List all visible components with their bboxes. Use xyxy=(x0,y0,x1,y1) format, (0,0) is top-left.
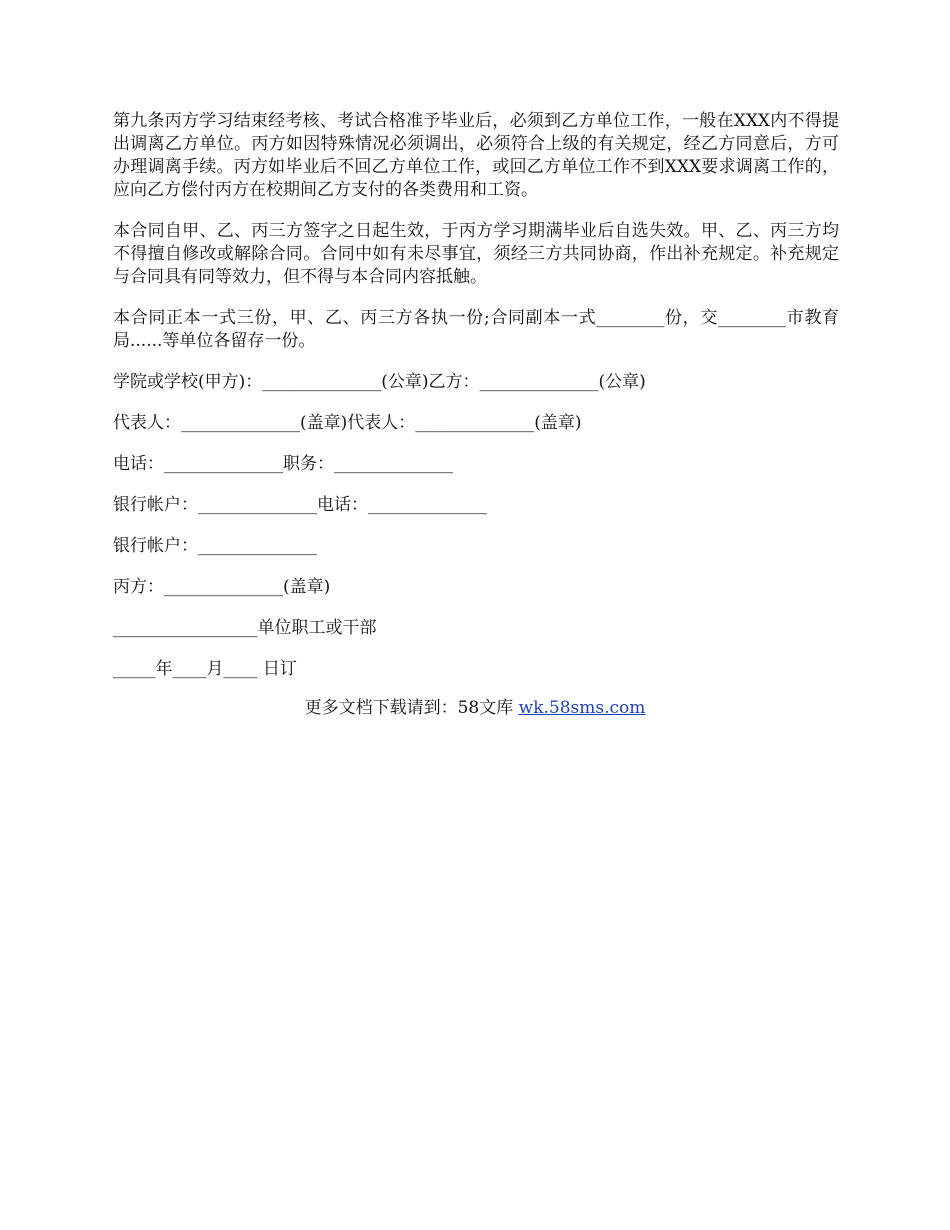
signature-line-date: _____年____月____ 日订 xyxy=(113,659,297,679)
signature-line-representative: 代表人：______________(盖章)代表人：______________(盖章) xyxy=(113,413,582,433)
footer-prefix: 更多文档下载请到：58文库 xyxy=(304,698,519,718)
signature-line-bank-phone: 银行帐户：______________电话：______________ xyxy=(113,495,487,515)
footer-link[interactable]: wk.58sms.com xyxy=(518,698,646,718)
footer xyxy=(0,697,950,720)
signature-line-bank: 银行帐户：______________ xyxy=(113,536,317,556)
clause-nine-paragraph: 第九条丙方学习结束经考核、考试合格准予毕业后，必须到乙方单位工作，一般在XXX内不得提出调离乙方单位。丙方如因特殊情况必须调出，必须符合上级的有关规定，经乙方同意后，方可办理调离手续。丙方如毕业后不回乙方单位工作，或回乙方单位工作不到XXX要求调离工作的，应向乙方偿付丙方在校期间乙方支付的各类费用和工资。 xyxy=(113,111,839,200)
effectiveness-paragraph: 本合同自甲、乙、丙三方签字之日起生效，于丙方学习期满毕业后自选失效。甲、乙、丙三方均不得擅自修改或解除合同。合同中如有未尽事宜，须经三方共同协商，作出补充规定。补充规定与合同具有同等效力，但不得与本合同内容抵触。 xyxy=(113,221,839,287)
signature-line-party-c: 丙方：______________(盖章) xyxy=(113,577,331,597)
signature-block xyxy=(113,371,839,681)
signature-line-school: 学院或学校(甲方)：______________(公章)乙方：______________(公章) xyxy=(113,372,646,392)
copies-paragraph: 本合同正本一式三份，甲、乙、丙三方各执一份;合同副本一式________份，交________市教育局......等单位各留存一份。 xyxy=(113,308,839,351)
signature-line-unit-staff: _________________单位职工或干部 xyxy=(113,618,377,638)
signature-line-phone-position: 电话：______________职务：______________ xyxy=(113,454,453,474)
document-body xyxy=(113,110,839,681)
